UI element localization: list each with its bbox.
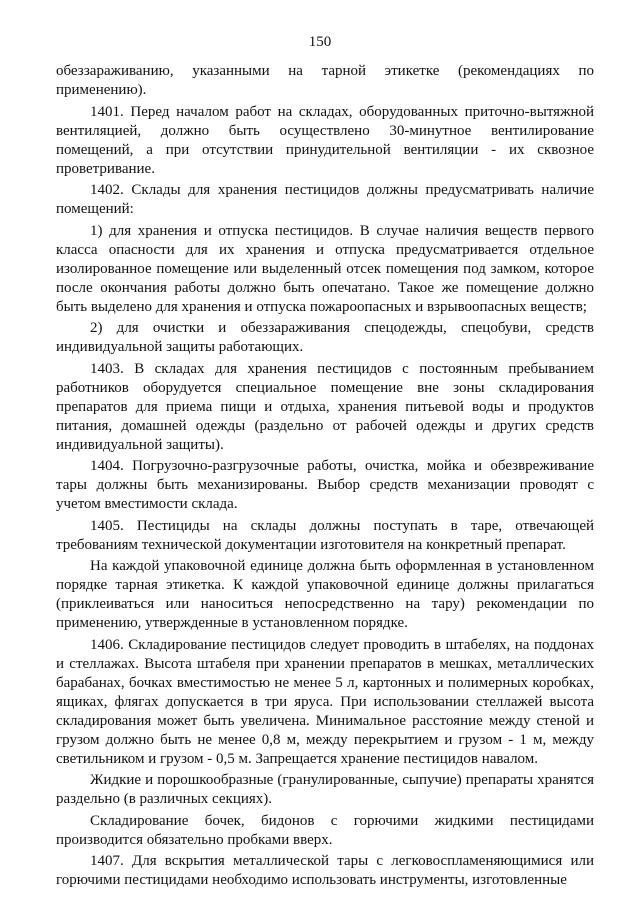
paragraph-1406-liquids: Жидкие и порошкообразные (гранулированные, сыпучие) препараты хранятся раздельно (в различных секциях).: [56, 772, 594, 807]
paragraph-continuation: обеззараживанию, указанными на тарной этикетке (рекомендациях по применению).: [56, 63, 594, 98]
paragraph-1401: 1401. Перед началом работ на складах, оборудованных приточно-вытяжной вентиляцией, должно быть осуществлено 30-минутное вентилирование помещений, а при отсутствии принудительной вентиляции - их сквозное проветривание.: [56, 103, 594, 177]
paragraph-1404: 1404. Погрузочно-разгрузочные работы, очистка, мойка и обезвреживание тары должны быть механизированы. Выбор средств механизации проводят с учетом вместимости склада.: [56, 458, 594, 512]
paragraph-1407: 1407. Для вскрытия металлической тары с легковоспламеняющимися или горючими пестицидами необходимо использовать инструменты, изготовленные: [56, 853, 594, 888]
paragraph-1405: 1405. Пестициды на склады должны поступать в таре, отвечающей требованиям технической документации изготовителя на конкретный препарат.: [56, 517, 594, 553]
list-item-1: 1) для хранения и отпуска пестицидов. В случае наличия веществ первого класса опасности для их хранения и отпуска предусматривается отдельное изолированное помещение или выделенный отсек помещения под замком, которое после окончания работы должно быть опечатано. Такое же помещение должно быть выделено для хранения и отпуска пожароопасных и взрывоопасных веществ;: [56, 222, 594, 315]
paragraph-1406-barrels: Складирование бочек, бидонов с горючими жидкими пестицидами производится обязательно пробками вверх.: [56, 812, 594, 848]
paragraph-1403: 1403. В складах для хранения пестицидов с постоянным пребыванием работников оборудуется специальное помещение вне зоны складирования препаратов для приема пищи и отдыха, хранения питьевой воды и продуктов питания, домашней одежды (раздельно от рабочей одежды и других средств индивидуальной защиты).: [56, 360, 594, 453]
list-item-2: 2) для очистки и обеззараживания спецодежды, спецобуви, средств индивидуальной защиты работающих.: [56, 320, 594, 355]
document-body: [56, 62, 594, 893]
paragraph-1406: 1406. Складирование пестицидов следует проводить в штабелях, на поддонах и стеллажах. Высота штабеля при хранении препаратов в мешках, металлических барабанах, бочках вместимостью не менее 5 л, картонных и полимерных коробках, ящиках, флягах допускается в три яруса. При использовании стеллажей высота складирования может быть увеличена. Минимальное расстояние между стеной и грузом должно быть не менее 0,8 м, между перекрытием и грузом - 1 м, между светильником и грузом - 0,5 м. Запрещается хранение пестицидов навалом.: [56, 636, 594, 767]
paragraph-1402: 1402. Склады для хранения пестицидов должны предусматривать наличие помещений:: [56, 182, 594, 217]
page-number: 150: [308, 34, 332, 50]
paragraph-1405-label: На каждой упаковочной единице должна быть оформленная в установленном порядке тарная этикетка. К каждой упаковочной единице должны прилагаться (приклеиваться или наноситься непосредственно на тару) рекомендации по применению, утвержденные в установленном порядке.: [56, 558, 594, 631]
